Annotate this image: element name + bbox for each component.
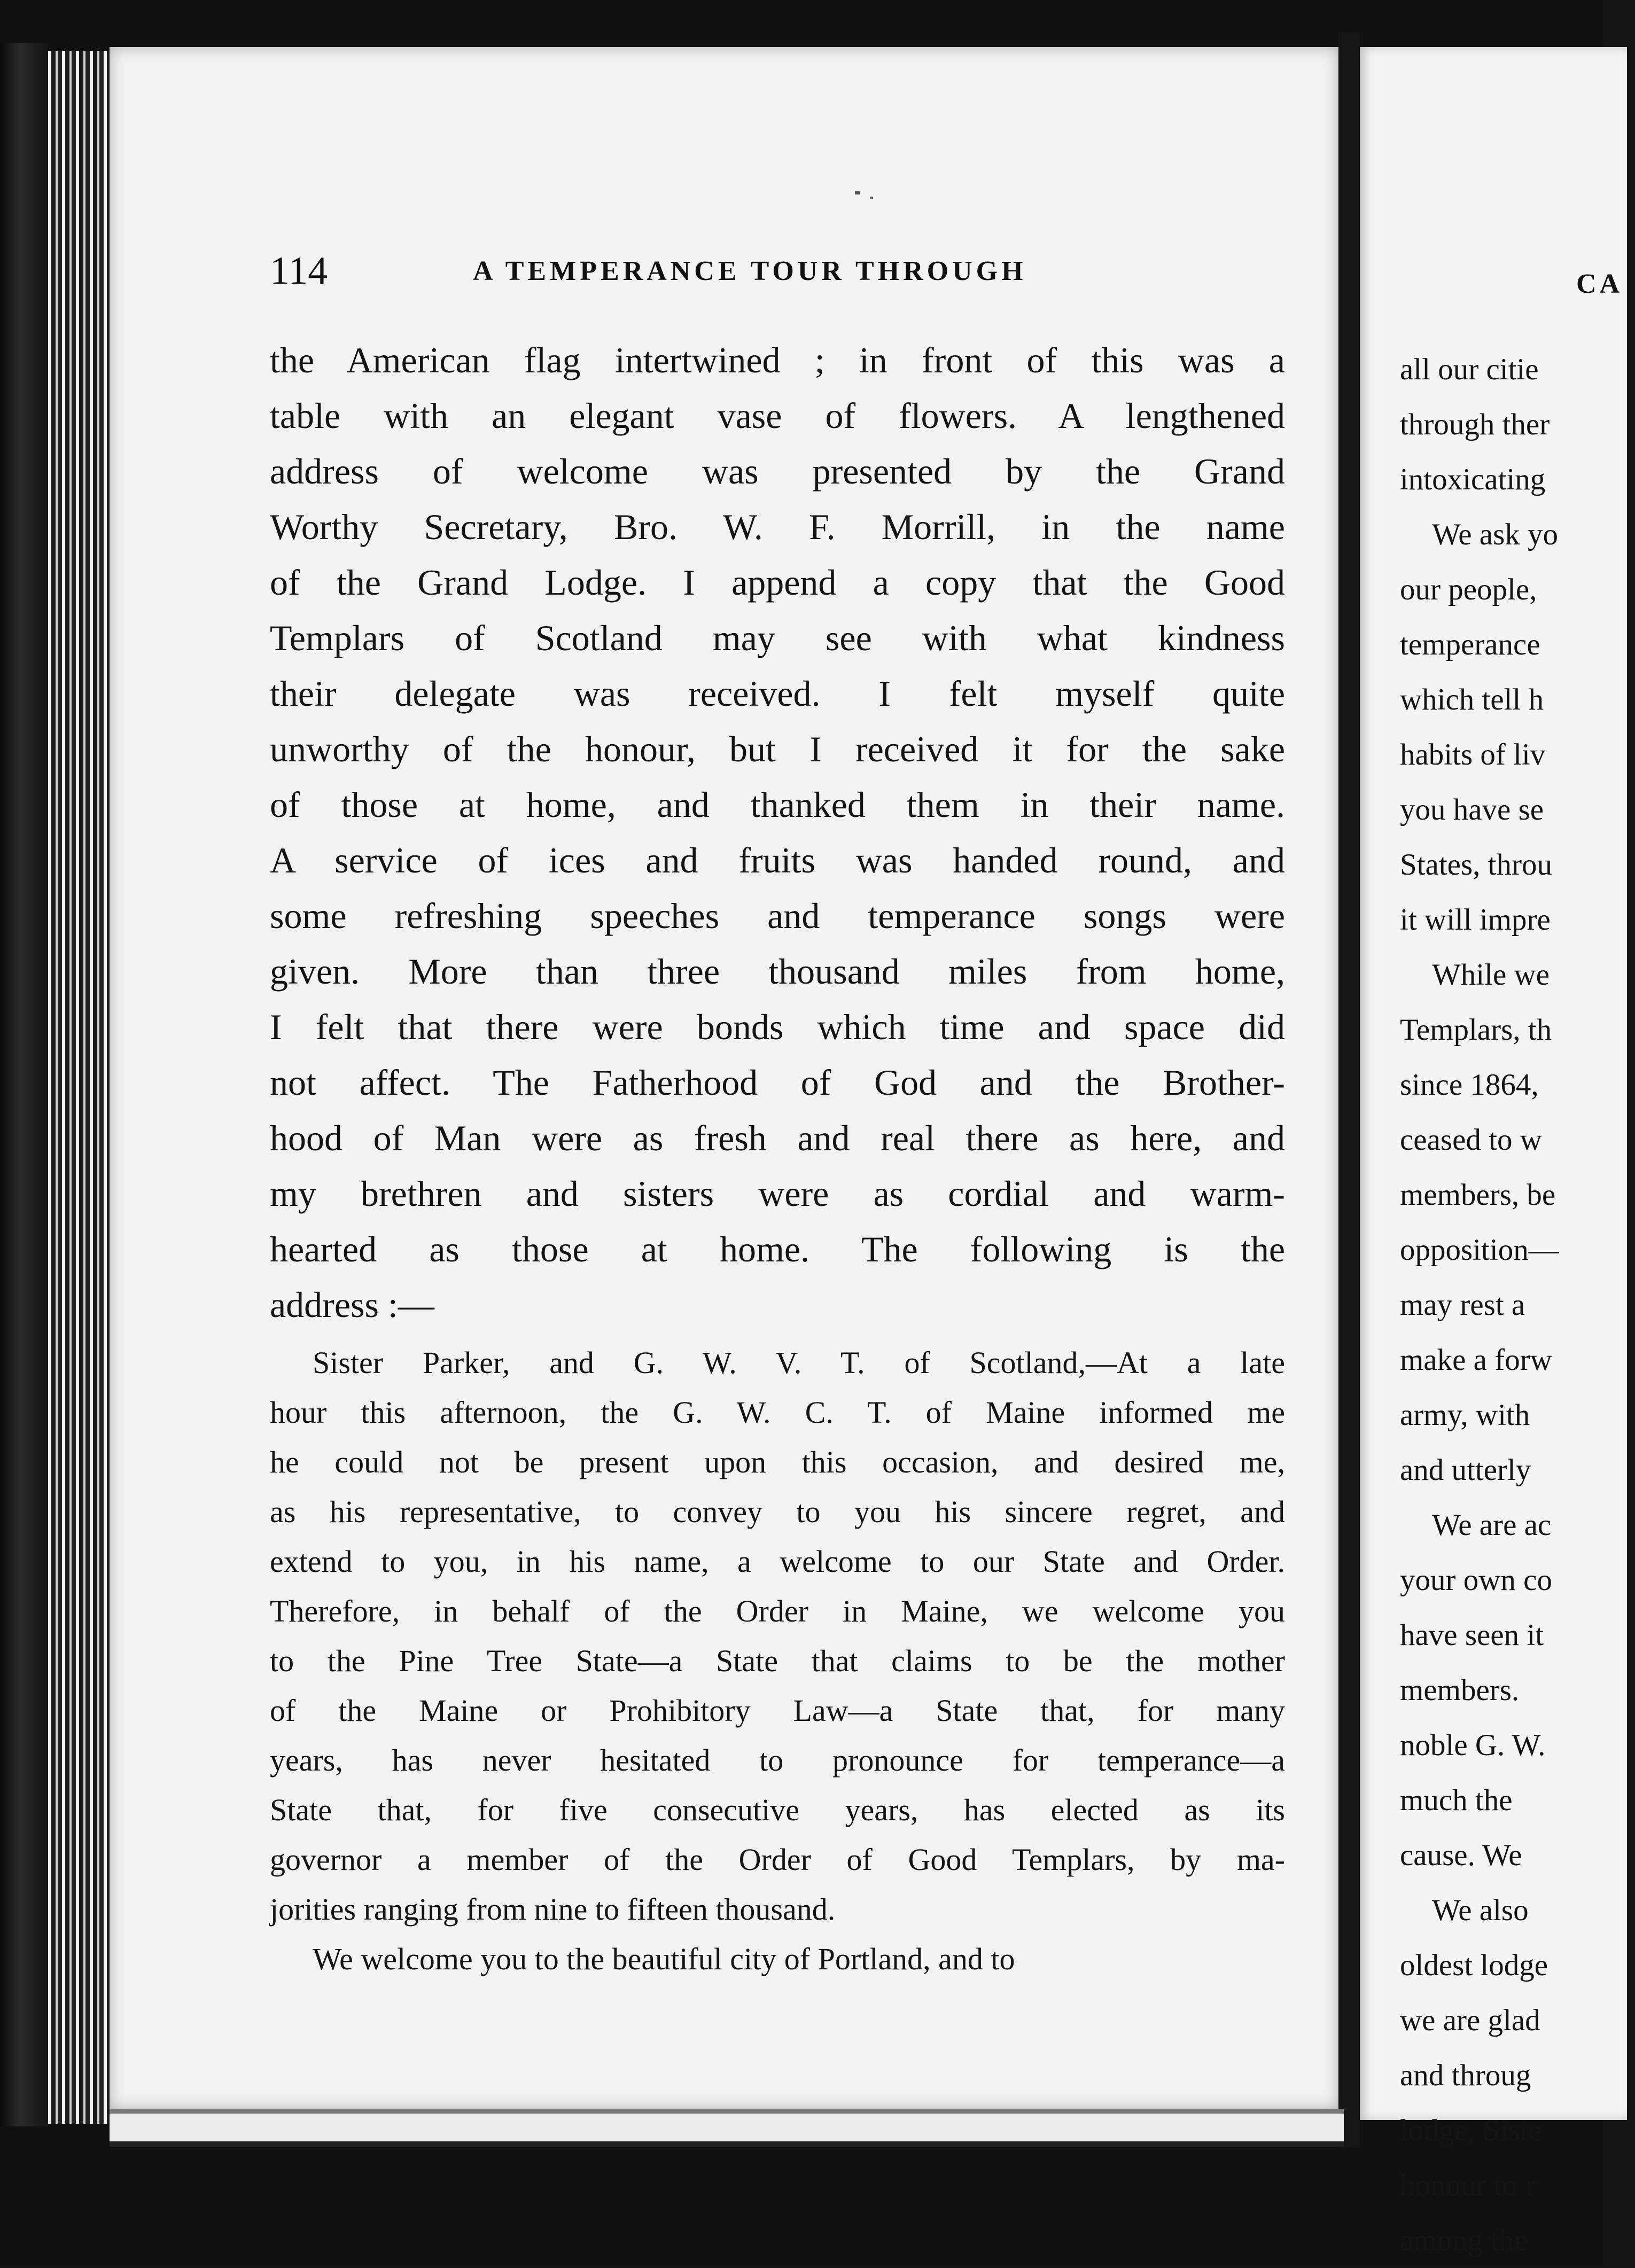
right-text-line: may rest a	[1400, 1288, 1525, 1322]
text-line: my brethren and sisters were as cordial and warm-	[270, 1173, 1285, 1214]
text-line: hood of Man were as fresh and real there as here, and	[270, 1118, 1285, 1158]
right-text-line: your own co	[1400, 1563, 1552, 1597]
text-line: given. More than three thousand miles from home,	[270, 951, 1285, 992]
main-text	[270, 332, 1285, 1332]
quote-line: he could not be present upon this occasion, and desired me,	[270, 1445, 1285, 1479]
right-text-line: our people,	[1400, 573, 1537, 606]
quote-line: hour this afternoon, the G. W. C. T. of Maine informed me	[270, 1395, 1285, 1430]
text-line: I felt that there were bonds which time and space did	[270, 1007, 1285, 1047]
quote-line: as his representative, to convey to you his sincere regret, and	[270, 1494, 1285, 1529]
right-text-line: you have se	[1400, 793, 1544, 827]
right-text-line: since 1864,	[1400, 1068, 1539, 1102]
book-gutter	[1338, 32, 1360, 2148]
quote-line: governor a member of the Order of Good Templars, by ma-	[270, 1842, 1285, 1877]
page-number: 114	[270, 249, 328, 293]
text-line: Worthy Secretary, Bro. W. F. Morrill, in the name	[270, 506, 1285, 547]
text-line: hearted as those at home. The following is the	[270, 1229, 1285, 1269]
right-text-line: States, throu	[1400, 848, 1552, 882]
address-quote	[270, 1338, 1285, 1984]
quote-line: extend to you, in his name, a welcome to our State and Order.	[270, 1544, 1285, 1579]
book-spine	[0, 43, 48, 2126]
quote-line: We welcome you to the beautiful city of Portland, and to	[313, 1942, 1015, 1976]
quote-line: of the Maine or Prohibitory Law—a State that, for many	[270, 1693, 1285, 1728]
right-text-line: honour to r	[1400, 2169, 1536, 2202]
text-line: unworthy of the honour, but I received it for the sake	[270, 729, 1285, 769]
right-text-line: army, with	[1400, 1398, 1530, 1432]
right-page-text	[1400, 342, 1635, 2268]
right-text-line: intoxicating	[1400, 463, 1546, 496]
quote-line: Sister Parker, and G. W. V. T. of Scotland,—At a late	[313, 1345, 1285, 1380]
right-text-line: oldest lodge	[1400, 1949, 1548, 1982]
page-edges	[48, 51, 110, 2124]
right-text-line: through ther	[1400, 408, 1550, 441]
right-text-line: all our citie	[1400, 353, 1539, 386]
right-text-line: lodge, Siste	[1400, 2114, 1542, 2147]
ink-speck	[870, 197, 873, 199]
right-text-line: cause. We	[1400, 1838, 1522, 1872]
right-page-header: CA	[1576, 269, 1623, 299]
right-text-line: it will impre	[1400, 903, 1551, 937]
right-text-line: much the	[1400, 1783, 1513, 1817]
right-text-line: among the	[1400, 2224, 1528, 2257]
ink-speck	[855, 191, 860, 194]
right-text-line: have seen it	[1400, 1618, 1544, 1652]
right-text-line: and utterly	[1400, 1453, 1531, 1487]
text-line: A service of ices and fruits was handed round, and	[270, 840, 1285, 880]
text-line: address :—	[270, 1284, 434, 1325]
text-line: their delegate was received. I felt myself quite	[270, 673, 1285, 714]
right-text-line: make a forw	[1400, 1343, 1552, 1377]
quote-line: to the Pine Tree State—a State that claims to be the mother	[270, 1643, 1285, 1678]
quote-line: years, has never hesitated to pronounce for temperance—a	[270, 1743, 1285, 1778]
left-page-header	[270, 247, 1285, 295]
right-text-line: members.	[1400, 1673, 1520, 1707]
right-text-line: noble G. W.	[1400, 1728, 1546, 1762]
text-line: of the Grand Lodge. I append a copy that the Good	[270, 562, 1285, 603]
right-text-line: we are glad	[1400, 2004, 1540, 2037]
right-text-line: We also	[1432, 1893, 1529, 1927]
right-text-line: We are ac	[1432, 1508, 1552, 1542]
text-line: the American flag intertwined ; in front of this was a	[270, 340, 1285, 380]
right-text-line: opposition—	[1400, 1233, 1559, 1267]
text-line: of those at home, and thanked them in their name.	[270, 784, 1285, 825]
right-text-line: Templars, th	[1400, 1013, 1552, 1047]
right-text-line: and throug	[1400, 2059, 1531, 2092]
right-text-line: habits of liv	[1400, 738, 1546, 771]
text-line: some refreshing speeches and temperance songs were	[270, 895, 1285, 936]
text-line: not affect. The Fatherhood of God and the Brother-	[270, 1062, 1285, 1103]
quote-line: State that, for five consecutive years, has elected as its	[270, 1792, 1285, 1827]
quote-line: Therefore, in behalf of the Order in Maine, we welcome you	[270, 1594, 1285, 1628]
right-text-line: We ask yo	[1432, 518, 1559, 551]
text-line: Templars of Scotland may see with what kindness	[270, 618, 1285, 658]
running-head: A TEMPERANCE TOUR THROUGH	[473, 256, 1027, 286]
right-text-line: which tell h	[1400, 683, 1544, 716]
text-line: address of welcome was presented by the Grand	[270, 451, 1285, 492]
text-line: table with an elegant vase of flowers. A lengthened	[270, 395, 1285, 436]
quote-line: jorities ranging from nine to fifteen thousand.	[270, 1892, 836, 1927]
right-text-line: temperance	[1400, 628, 1540, 661]
page-bottom-edge	[110, 2109, 1344, 2147]
right-text-line: members, be	[1400, 1178, 1556, 1212]
right-text-line: ceased to w	[1400, 1123, 1542, 1157]
right-text-line: While we	[1432, 958, 1550, 992]
